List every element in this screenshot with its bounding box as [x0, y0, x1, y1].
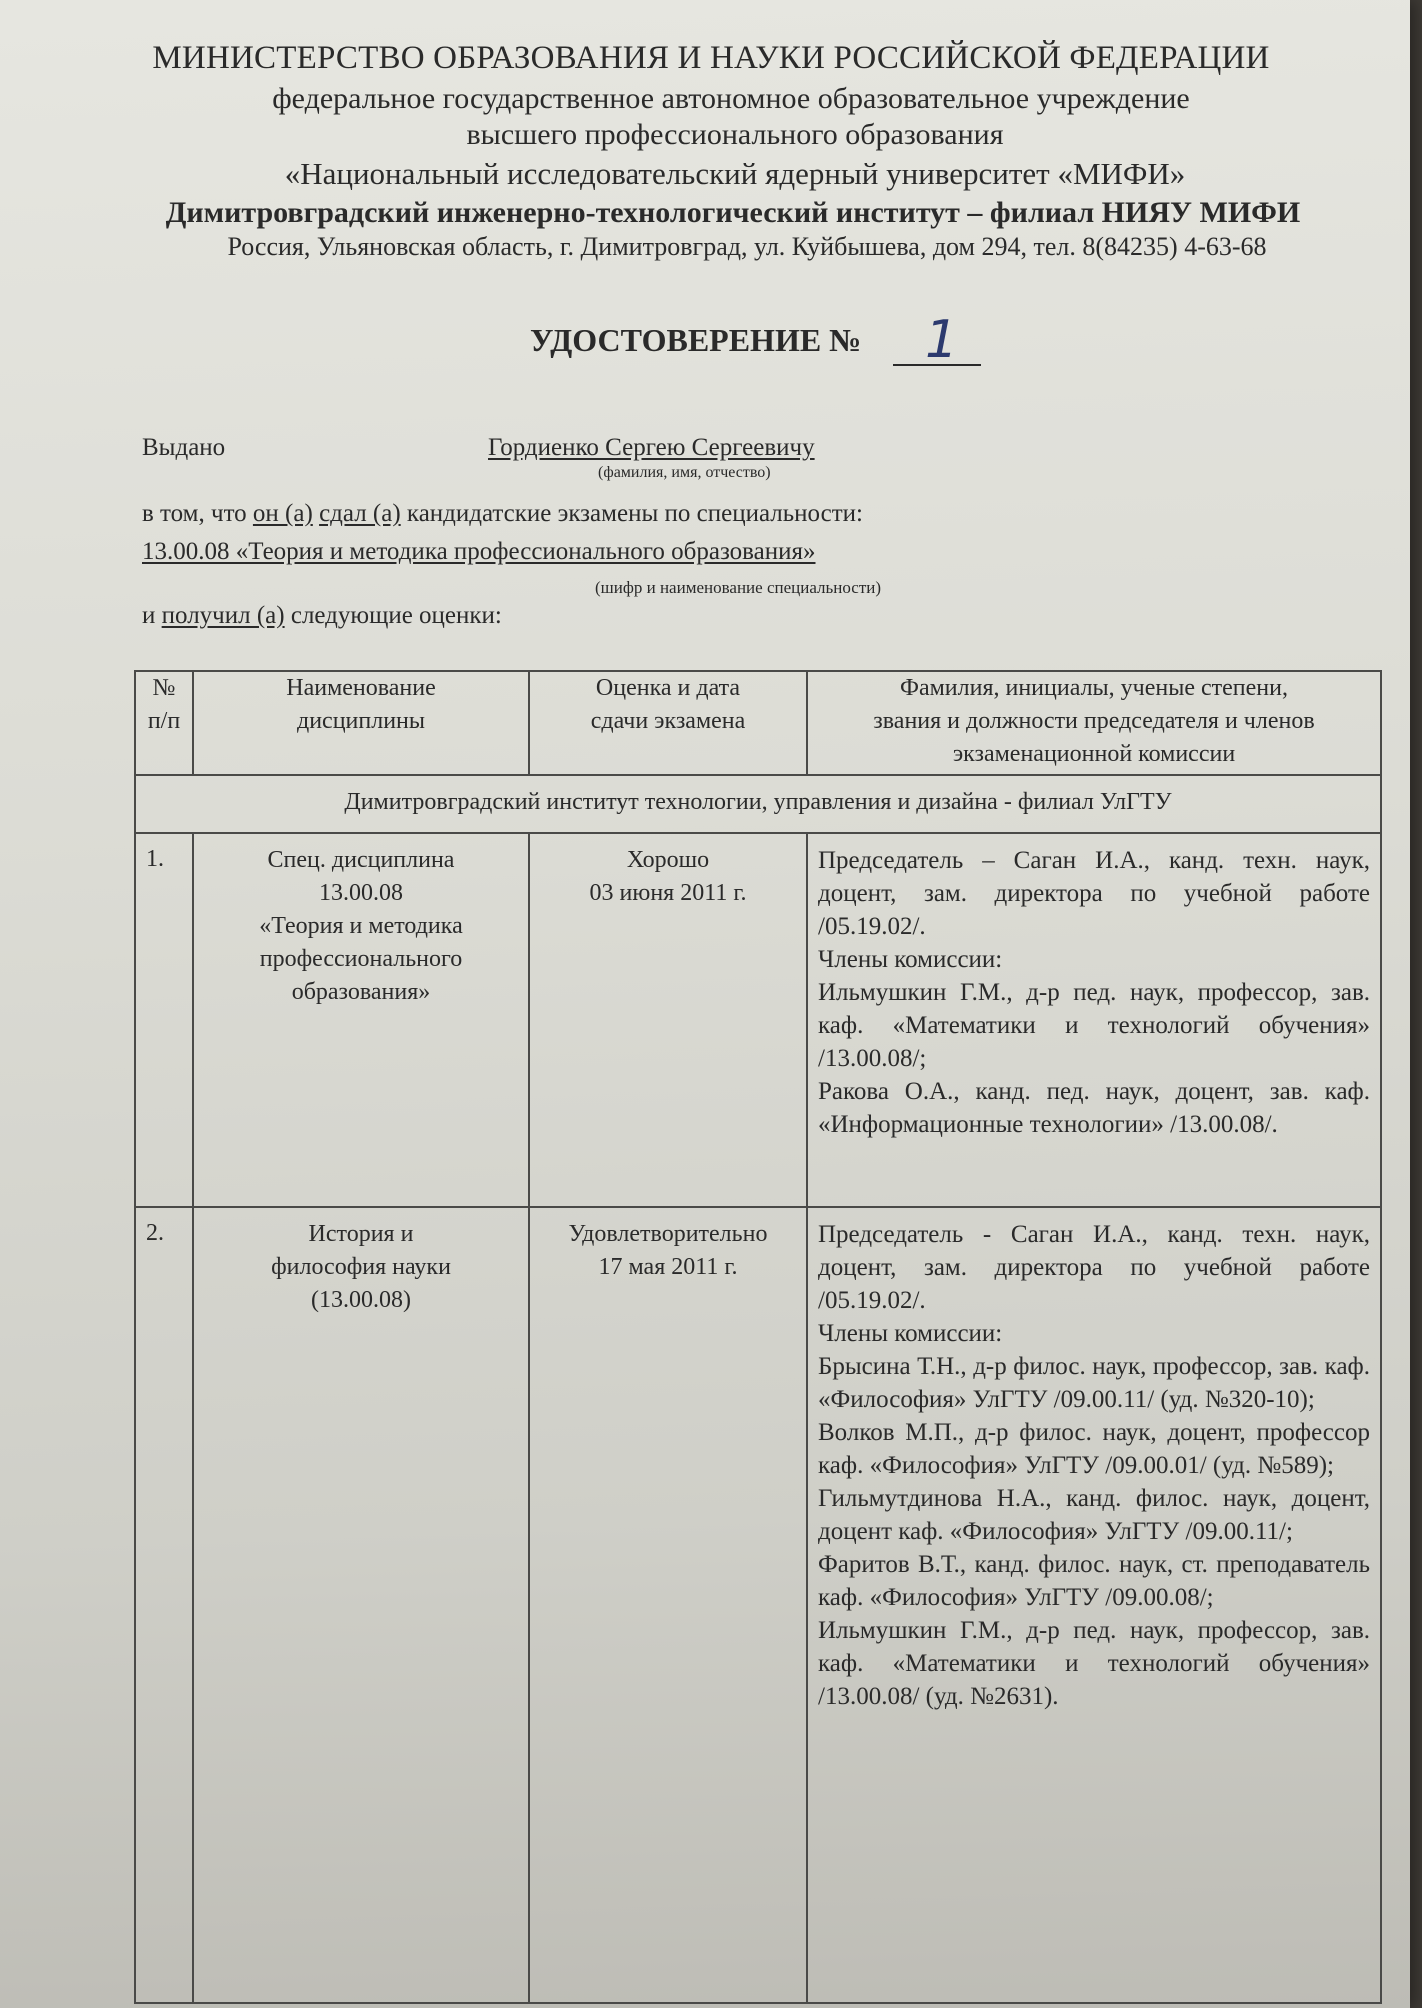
row-number: 2. [135, 1207, 193, 2003]
ministry-title: МИНИСТЕРСТВО ОБРАЗОВАНИЯ И НАУКИ РОССИЙСКОЙ ФЕДЕРАЦИИ [152, 40, 1270, 76]
header-discipline: Наименование дисциплины [193, 671, 529, 775]
exam-date: 17 мая 2011 г. [598, 1254, 738, 1280]
university-name: «Национальный исследовательский ядерный университет «МИФИ» [284, 156, 1186, 191]
branch-name: Димитровградский инженерно-технологический институт – филиал НИЯУ МИФИ [165, 196, 1301, 229]
header-num: № п/п [135, 671, 193, 775]
grade-cell [529, 1207, 807, 2003]
issued-label: Выдано [142, 434, 226, 461]
table-row [135, 833, 1381, 1207]
discipline-cell: Спец. дисциплина 13.00.08 «Теория и методика профессионального образования» [193, 833, 529, 1207]
table-row [135, 1207, 1381, 2003]
certificate-title: УДОСТОВЕРЕНИЕ № [530, 322, 862, 358]
specialty-caption: (шифр и наименование специальности) [595, 578, 882, 597]
row-number: 1. [135, 833, 193, 1207]
institution-name: Димитровградский институт технологии, управления и дизайна - филиал УлГТУ [135, 775, 1381, 833]
grade-cell [529, 833, 807, 1207]
table-header-row [135, 671, 1381, 775]
commission-cell: Председатель - Саган И.А., канд. техн. наук, доцент, зам. директора по учебной работе /05.19.02/. Члены комиссии: Брысина Т.Н., д-р филос. наук, профессор, зав. каф. «Философия» УлГТУ /09.00.11/ (уд. №320-10); Волков М.П., д-р филос. наук, доцент, профессор каф. «Философия» УлГТУ /09.00.01/ (уд. №589); Гильмутдинова Н.А., канд. филос. наук, доцент, доцент каф. «Философия» УлГТУ /09.00.11/; Фаритов В.Т., канд. филос. наук, ст. преподаватель каф. «Философия» УлГТУ /09.00.08/; Ильмушкин Г.М., д-р пед. наук, профессор, зав. каф. «Математики и технологий обучения» /13.00.08/ (уд. №2631). [807, 1207, 1381, 2003]
exam-table [134, 670, 1382, 2004]
institution-type: федеральное государственное автономное образовательное учреждение [272, 82, 1190, 115]
recipient-name: Гордиенко Сергею Сергеевичу [488, 434, 815, 461]
grade-value: Удовлетворительно [568, 1221, 768, 1247]
commission-cell: Председатель – Саган И.А., канд. техн. наук, доцент, зам. директора по учебной работе /05.19.02/. Члены комиссии: Ильмушкин Г.М., д-р пед. наук, профессор, зав. каф. «Математики и технологий обучения» /13.00.08/; Ракова О.А., канд. пед. наук, доцент, зав. каф. «Информационные технологии» /13.00.08/. [807, 833, 1381, 1207]
address-line: Россия, Ульяновская область, г. Димитровград, ул. Куйбышева, дом 294, тел. 8(84235) 4-63-68 [227, 232, 1267, 261]
header-grade: Оценка и дата сдачи экзамена [529, 671, 807, 775]
specialty: 13.00.08 «Теория и методика профессионального образования» [142, 538, 816, 565]
certificate-number: 1 [925, 310, 959, 370]
discipline-cell: История и философия науки (13.00.08) [193, 1207, 529, 2003]
grade-value: Хорошо [626, 847, 710, 873]
statement-line: в том, что он (а) сдал (а) кандидатские экзамены по специальности: [142, 500, 863, 527]
header-commission: Фамилия, инициалы, ученые степени, звания и должности председателя и членов экзаменационной комиссии [807, 671, 1381, 775]
education-level: высшего профессионального образования [466, 118, 1004, 151]
institution-row [135, 775, 1381, 833]
grades-line: и получил (а) следующие оценки: [142, 602, 502, 629]
exam-date: 03 июня 2011 г. [589, 880, 747, 906]
name-caption: (фамилия, имя, отчество) [598, 464, 771, 481]
